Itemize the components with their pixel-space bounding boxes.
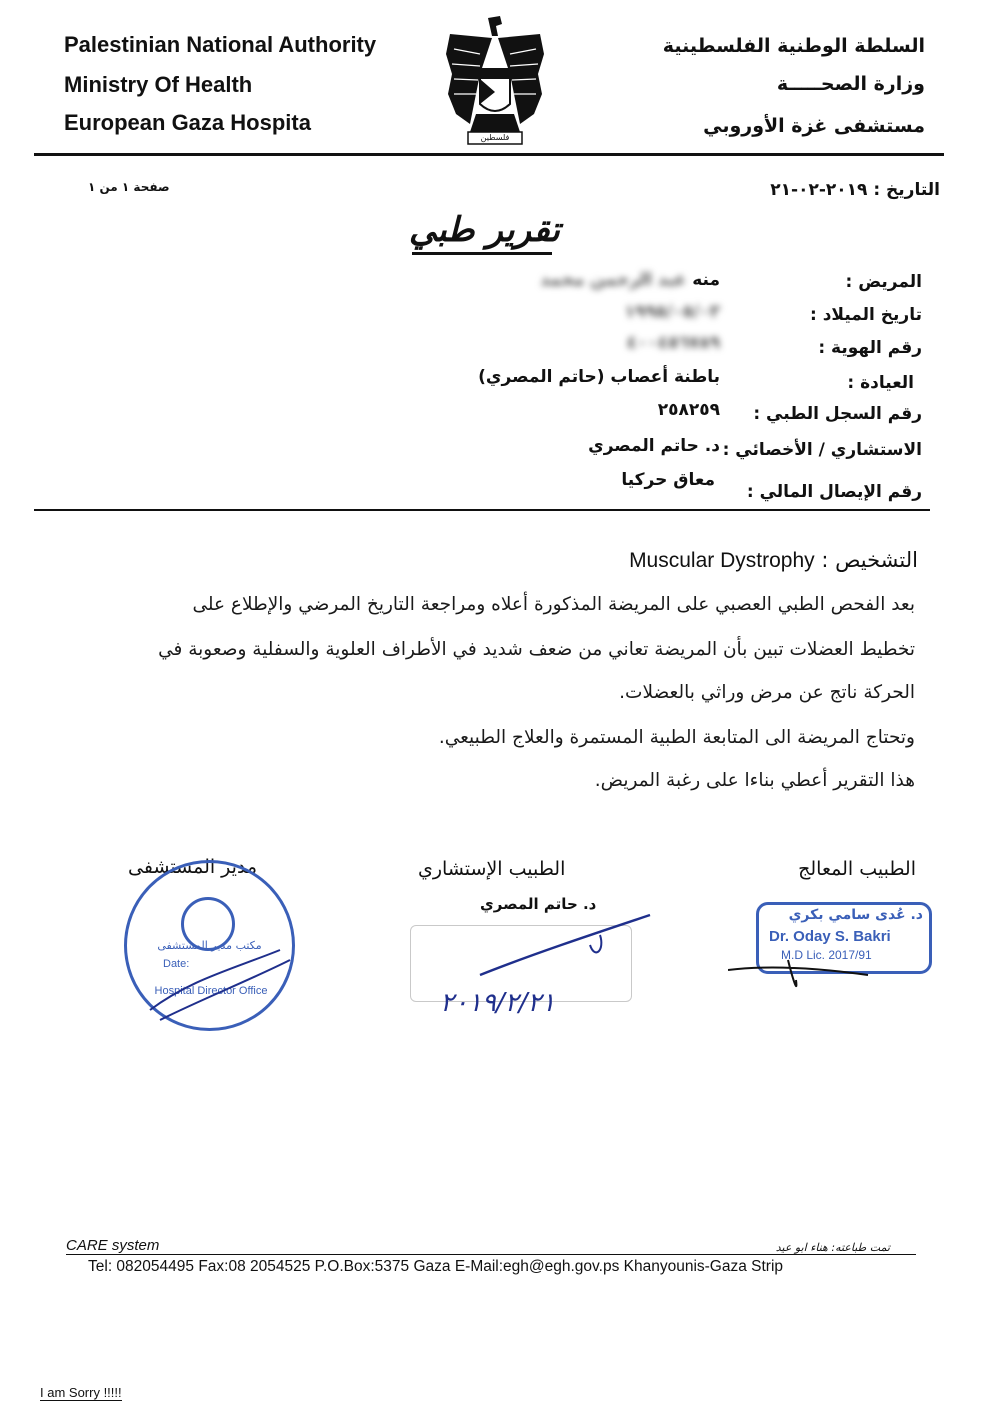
footer-system: CARE system (66, 1237, 160, 1254)
diagnosis-label: التشخيص : (821, 548, 918, 572)
consultant-name: د. حاتم المصري (480, 895, 597, 913)
footer-printed-by: تمت طباعته: هناء ابو عيد (775, 1241, 890, 1254)
header-en-ministry: Ministry Of Health (64, 72, 253, 97)
doctor-stamp-lic: M.D Lic. 2017/91 (781, 948, 872, 962)
clinic-value: باطنة أعصاب (حاتم المصري) (478, 367, 720, 387)
title-underline (412, 252, 552, 255)
date-label: التاريخ : (873, 180, 940, 200)
report-line-5: هذا التقرير أعطي بناءا على رغبة المريض. (594, 770, 915, 791)
patient-name-label: المريض : (845, 272, 922, 292)
footer-divider (66, 1254, 916, 1255)
diagnosis-value: Muscular Dystrophy (629, 549, 815, 572)
report-line-4: وتحتاج المريضة الى المتابعة الطبية المستمرة والعلاج الطبيعي. (438, 727, 915, 748)
director-stamp-en: Hospital Director Office (154, 985, 268, 997)
id-label: رقم الهوية : (818, 338, 922, 358)
emblem-scroll-text: فلسطين (480, 133, 510, 142)
treating-doctor-signature (728, 940, 878, 1000)
report-line-3: الحركة ناتج عن مرض وراثي بالعضلات. (619, 682, 915, 703)
patient-name-value (540, 270, 720, 290)
page-title: تقرير طبي (408, 210, 560, 250)
consultant-handwritten-date: ٢٠١٩/٢/٢١ (440, 988, 556, 1018)
report-line-2: تخطيط العضلات تبين بأن المريضة تعاني من ضعف شديد في الأطراف العلوية والسفلية وصعوبة في (158, 639, 915, 660)
director-signature (130, 940, 300, 1030)
patient-name-first: منه (692, 270, 720, 290)
director-title: مدير المستشفى (128, 856, 258, 878)
director-stamp-date: Date: (163, 958, 190, 970)
header-ar-authority: السلطة الوطنية الفلسطينية (662, 35, 925, 57)
date-value: ٢٠١٩-٠٢-٢١ (770, 180, 868, 200)
doctor-stamp-ar: د. عُدى سامي بكري (788, 907, 923, 923)
id-redacted: ٤٠٠٤٥٦٧٨٩ (626, 333, 720, 353)
report-date (770, 180, 940, 200)
director-stamp-ar: مكتب مدير المستشفى (157, 939, 262, 952)
header-en-authority: Palestinian National Authority (64, 32, 377, 57)
record-label: رقم السجل الطبي : (753, 404, 922, 424)
info-divider (34, 509, 930, 511)
header-ar-ministry: وزارة الصحـــــة (776, 73, 925, 95)
page-number: صفحة ١ من ١ (88, 180, 170, 194)
header-en-hospital: European Gaza Hospita (64, 110, 311, 135)
consultant-value: د. حاتم المصري (588, 436, 720, 456)
header-ar-hospital: مستشفى غزة الأوروبي (703, 115, 925, 137)
clinic-label: العيادة : (847, 373, 914, 393)
dob-label: تاريخ الميلاد : (809, 305, 922, 325)
report-line-1: بعد الفحص الطبي العصبي على المريضة المذكورة أعلاه ومراجعة التاريخ المرضي والإطلاع على (192, 594, 915, 615)
consultant-label: الاستشاري / الأخصائي : (722, 440, 922, 460)
doctor-stamp-en: Dr. Oday S. Bakri (769, 928, 891, 945)
receipt-value: معاق حركيا (621, 470, 715, 490)
receipt-label: رقم الإيصال المالي : (746, 482, 922, 502)
footer-contact: Tel: 082054495 Fax:08 2054525 P.O.Box:5375 Gaza E-Mail:egh@egh.gov.ps Khanyounis-Gaza Strip (88, 1258, 784, 1275)
consultant-doctor-title: الطبيب الإستشاري (418, 858, 566, 880)
footer-note: I am Sorry !!!!! (40, 1385, 122, 1400)
diagnosis (629, 548, 918, 573)
eagle-emblem-icon (440, 14, 550, 149)
record-value: ٢٥٨٢٥٩ (657, 400, 720, 420)
patient-name-redacted: عبد الرحمن محمد (540, 270, 687, 290)
treating-doctor-title: الطبيب المعالج (798, 858, 916, 880)
dob-redacted: ١٩٩٥/٠٥/٠٣ (624, 302, 720, 322)
header-divider (34, 153, 944, 156)
